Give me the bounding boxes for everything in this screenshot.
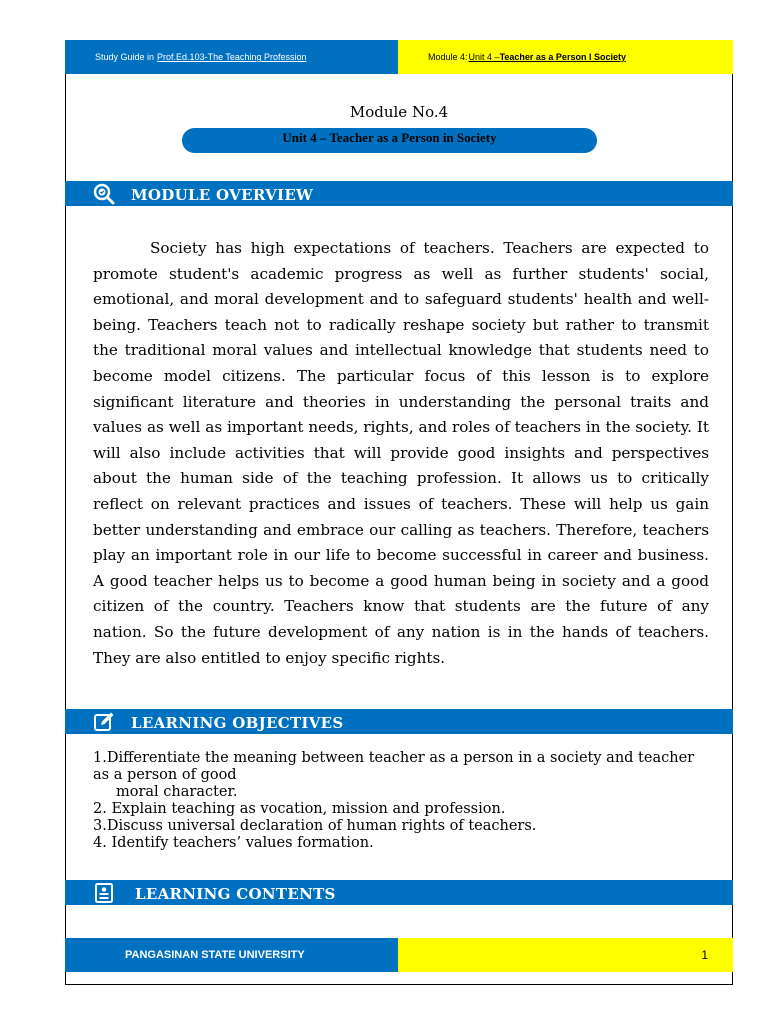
footer-page-number: 1 xyxy=(398,938,733,972)
unit-title-pill: Unit 4 – Teacher as a Person in Society xyxy=(182,128,597,153)
overview-paragraph: Society has high expectations of teachers. Teachers are expected to promote student's academic progress as well as further students' social, emotional, and moral development and to safeguard students' health and well-being. Teachers teach not to radically reshape society but rather to transmit the traditional moral values and intellectual knowledge that students need to become model citizens. The particular focus of this lesson is to explore significant literature and theories in understanding the personal traits and values as well as important needs, rights, and roles of teachers in the society. It will also include activities that will provide good insights and perspectives about the human side of the teaching profession. It allows us to critically reflect on relevant practices and issues of teachers. These will help us gain better understanding and embrace our calling as teachers. Therefore, teachers play an important role in our life to become successful in career and business. A good teacher helps us to become a good human being in society and a good citizen of the country. Teachers know that students are the future of any nation. So the future development of any nation is in the hands of teachers. They are also entitled to enjoy specific rights. xyxy=(93,239,709,667)
footer-university: PANGASINAN STATE UNIVERSITY xyxy=(65,938,398,972)
header-study-guide-label: Study Guide in xyxy=(95,52,155,62)
objective-item-1-continued: moral character. xyxy=(116,784,238,800)
magnifier-icon xyxy=(93,183,115,205)
learning-contents-bar xyxy=(65,880,733,905)
objective-item-2: 2. Explain teaching as vocation, mission and profession. xyxy=(93,801,506,817)
learning-contents-heading: LEARNING CONTENTS xyxy=(135,885,336,903)
header-left xyxy=(65,40,398,74)
module-overview-bar xyxy=(65,181,733,206)
objective-item-3: 3.Discuss universal declaration of human rights of teachers. xyxy=(93,818,537,834)
module-overview-heading: MODULE OVERVIEW xyxy=(131,186,314,204)
objective-item-1: 1.Differentiate the meaning between teacher as a person in a society and teacher as a person of good xyxy=(93,750,695,783)
document-icon xyxy=(93,882,115,904)
header-unit-title: Teacher as a Person I Society xyxy=(499,52,626,62)
objectives-list xyxy=(93,750,713,852)
header-module-label: Module 4: xyxy=(428,52,468,62)
objective-item-4: 4. Identify teachers’ values formation. xyxy=(93,835,374,851)
top-header xyxy=(65,40,733,74)
learning-objectives-heading: LEARNING OBJECTIVES xyxy=(131,714,344,732)
header-right xyxy=(398,40,733,74)
module-number: Module No.4 xyxy=(349,103,449,121)
edit-icon xyxy=(93,711,115,733)
learning-objectives-bar xyxy=(65,709,733,734)
page-footer xyxy=(65,938,733,972)
header-course-link[interactable]: Prof.Ed.103-The Teaching Profession xyxy=(157,52,307,62)
overview-body xyxy=(93,236,709,671)
header-unit-label: Unit 4 – xyxy=(468,52,500,62)
